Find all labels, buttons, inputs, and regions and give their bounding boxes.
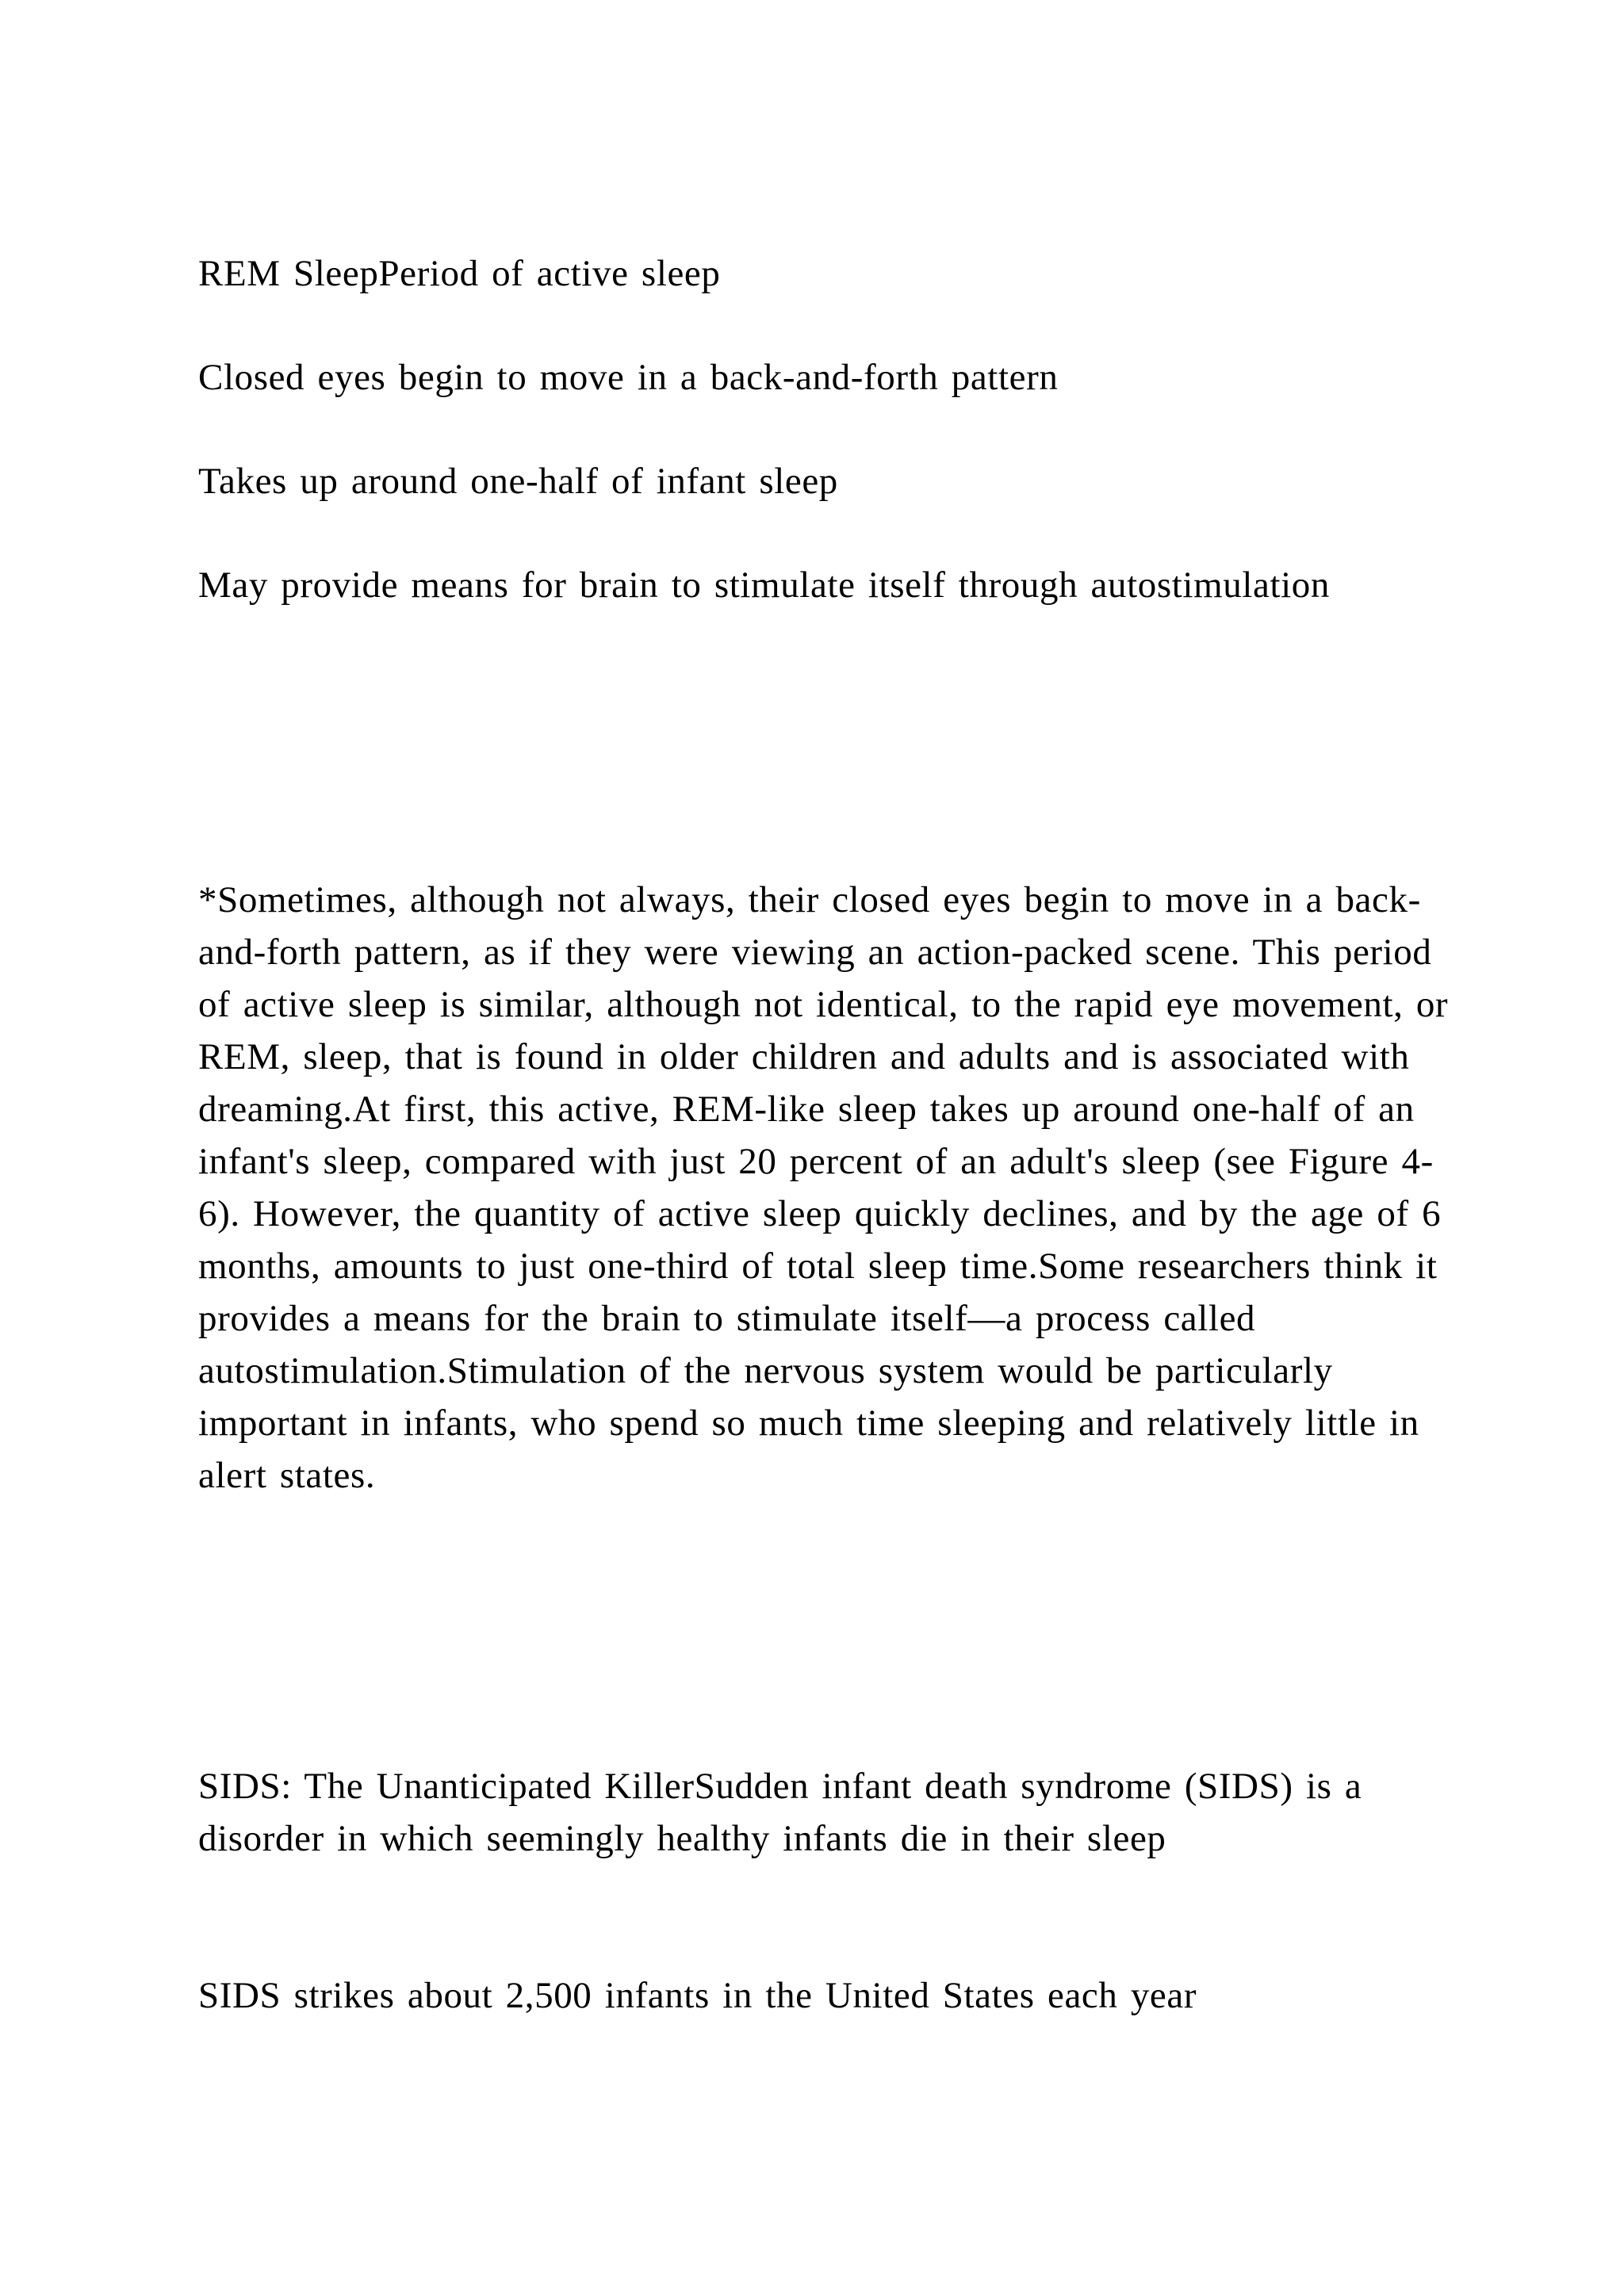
- bullet-closed-eyes: Closed eyes begin to move in a back-and-forth pattern: [198, 357, 1059, 398]
- sids-heading: SIDS: The Unanticipated KillerSudden infant death syndrome (SIDS) is a disorder in which seemingly healthy infants die in their sleep: [198, 1766, 1362, 1859]
- rem-sleep-heading: REM SleepPeriod of active sleep: [198, 253, 721, 294]
- bullet-autostimulation: May provide means for brain to stimulate itself through autostimulation: [198, 564, 1330, 606]
- bullet-infant-sleep: Takes up around one-half of infant sleep: [198, 461, 838, 502]
- bullet-sids-strikes: SIDS strikes about 2,500 infants in the United States each year: [198, 1975, 1197, 2016]
- notes-paragraph: *Sometimes, although not always, their closed eyes begin to move in a back-and-forth pattern, as if they were viewing an action-packed scene. This period of active sleep is similar, although not identical, to the rapid eye movement, or REM, sleep, that is found in older children and adults and is associated with dreaming.At first, this active, REM-like sleep takes up around one-half of an infant's sleep, compared with just 20 percent of an adult's sleep (see Figure 4-6). However, the quantity of active sleep quickly declines, and by the age of 6 months, amounts to just one-third of total sleep time.Some researchers think it provides a means for the brain to stimulate itself—a process called autostimulation.Stimulation of the nervous system would be particularly important in infants, who spend so much time sleeping and relatively little in alert states.: [198, 879, 1449, 1496]
